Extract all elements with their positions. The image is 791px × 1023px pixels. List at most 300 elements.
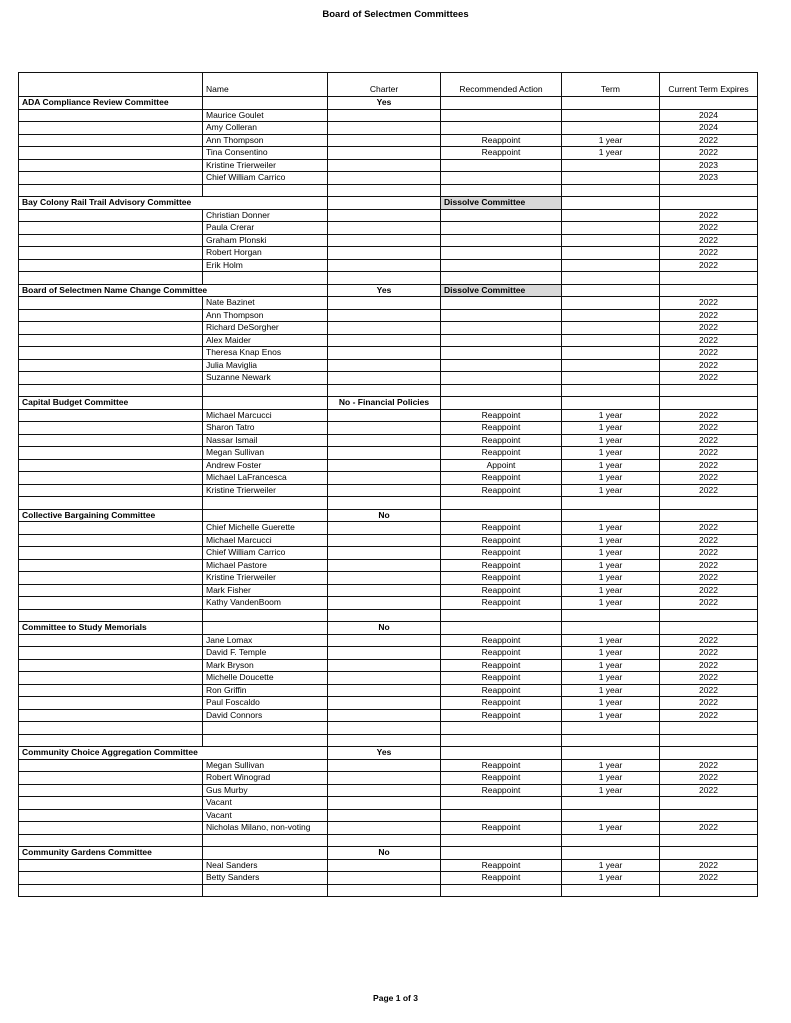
- term-cell: 1 year: [562, 772, 660, 785]
- blank-row: [19, 834, 758, 847]
- member-name-cell: Nicholas Milano, non-voting: [203, 822, 328, 835]
- member-name-cell: Nassar Ismail: [203, 434, 328, 447]
- charter-cell: [328, 822, 441, 835]
- committee-header-row: [19, 847, 758, 860]
- blank-cell: [19, 734, 203, 747]
- member-row: [19, 422, 758, 435]
- member-row: [19, 447, 758, 460]
- expires-cell: 2022: [660, 597, 758, 610]
- member-row: [19, 522, 758, 535]
- committee-name-cell: Community Gardens Committee: [19, 847, 203, 860]
- expires-cell: 2022: [660, 134, 758, 147]
- action-cell: Reappoint: [441, 584, 562, 597]
- row-indent-cell: [19, 209, 203, 222]
- expires-cell: 2022: [660, 322, 758, 335]
- recommended-action-cell: [441, 397, 562, 410]
- term-cell: [562, 97, 660, 110]
- blank-cell: [19, 184, 203, 197]
- action-cell: Reappoint: [441, 534, 562, 547]
- expires-cell: 2022: [660, 872, 758, 885]
- term-cell: [562, 122, 660, 135]
- blank-row: [19, 184, 758, 197]
- expires-cell: 2022: [660, 447, 758, 460]
- term-cell: 1 year: [562, 634, 660, 647]
- member-row: [19, 584, 758, 597]
- member-name-cell: Kristine Trierweiler: [203, 484, 328, 497]
- member-name-cell: Kathy VandenBoom: [203, 597, 328, 610]
- row-indent-cell: [19, 584, 203, 597]
- expires-cell: 2022: [660, 222, 758, 235]
- term-cell: [562, 309, 660, 322]
- action-cell: Reappoint: [441, 559, 562, 572]
- charter-cell: [328, 172, 441, 185]
- expires-cell: 2022: [660, 522, 758, 535]
- action-cell: [441, 159, 562, 172]
- charter-cell: No - Financial Policies: [328, 397, 441, 410]
- action-cell: [441, 322, 562, 335]
- charter-cell: [328, 259, 441, 272]
- row-indent-cell: [19, 597, 203, 610]
- member-row: [19, 784, 758, 797]
- header-current-term-expires: Current Term Expires: [660, 73, 758, 97]
- member-row: [19, 172, 758, 185]
- member-name-cell: Neal Sanders: [203, 859, 328, 872]
- term-cell: 1 year: [562, 422, 660, 435]
- expires-cell: 2022: [660, 759, 758, 772]
- term-cell: [562, 109, 660, 122]
- action-cell: Reappoint: [441, 422, 562, 435]
- row-indent-cell: [19, 147, 203, 160]
- expires-cell: 2022: [660, 147, 758, 160]
- blank-cell: [203, 722, 328, 735]
- expires-cell: 2022: [660, 634, 758, 647]
- member-row: [19, 159, 758, 172]
- charter-cell: [328, 234, 441, 247]
- expires-cell: [660, 197, 758, 210]
- action-cell: Reappoint: [441, 522, 562, 535]
- header-row: [19, 73, 758, 97]
- member-name-cell: Ann Thompson: [203, 309, 328, 322]
- committee-header-row: [19, 97, 758, 110]
- row-indent-cell: [19, 709, 203, 722]
- term-cell: 1 year: [562, 534, 660, 547]
- recommended-action-cell: Dissolve Committee: [441, 284, 562, 297]
- expires-cell: 2022: [660, 359, 758, 372]
- action-cell: Reappoint: [441, 709, 562, 722]
- recommended-action-cell: [441, 622, 562, 635]
- term-cell: 1 year: [562, 572, 660, 585]
- action-cell: [441, 359, 562, 372]
- committee-name-spacer-cell: [203, 847, 328, 860]
- member-row: [19, 209, 758, 222]
- member-row: [19, 297, 758, 310]
- action-cell: Reappoint: [441, 434, 562, 447]
- blank-cell: [328, 734, 441, 747]
- charter-cell: Yes: [328, 747, 441, 760]
- charter-cell: [328, 522, 441, 535]
- expires-cell: 2022: [660, 347, 758, 360]
- blank-cell: [562, 497, 660, 510]
- expires-cell: 2022: [660, 547, 758, 560]
- blank-cell: [660, 384, 758, 397]
- charter-cell: No: [328, 509, 441, 522]
- expires-cell: 2022: [660, 647, 758, 660]
- charter-cell: [328, 872, 441, 885]
- charter-cell: Yes: [328, 284, 441, 297]
- committee-name-cell: Capital Budget Committee: [19, 397, 203, 410]
- row-indent-cell: [19, 247, 203, 260]
- row-indent-cell: [19, 234, 203, 247]
- expires-cell: [660, 284, 758, 297]
- blank-cell: [562, 609, 660, 622]
- member-row: [19, 872, 758, 885]
- member-name-cell: Suzanne Newark: [203, 372, 328, 385]
- recommended-action-cell: [441, 847, 562, 860]
- expires-cell: 2022: [660, 372, 758, 385]
- charter-cell: [328, 334, 441, 347]
- blank-cell: [19, 609, 203, 622]
- action-cell: [441, 234, 562, 247]
- term-cell: 1 year: [562, 672, 660, 685]
- recommended-action-cell: [441, 97, 562, 110]
- blank-cell: [562, 272, 660, 285]
- blank-cell: [328, 884, 441, 897]
- member-row: [19, 809, 758, 822]
- member-name-cell: Maurice Goulet: [203, 109, 328, 122]
- action-cell: Reappoint: [441, 472, 562, 485]
- row-indent-cell: [19, 459, 203, 472]
- member-row: [19, 697, 758, 710]
- recommended-action-cell: [441, 509, 562, 522]
- table-header: [19, 73, 758, 97]
- expires-cell: 2022: [660, 534, 758, 547]
- row-indent-cell: [19, 784, 203, 797]
- blank-cell: [562, 184, 660, 197]
- committee-header-row: [19, 284, 758, 297]
- action-cell: Reappoint: [441, 147, 562, 160]
- blank-row: [19, 884, 758, 897]
- term-cell: 1 year: [562, 584, 660, 597]
- charter-cell: No: [328, 622, 441, 635]
- term-cell: [562, 209, 660, 222]
- row-indent-cell: [19, 472, 203, 485]
- charter-cell: [328, 472, 441, 485]
- member-name-cell: Erik Holm: [203, 259, 328, 272]
- blank-cell: [562, 834, 660, 847]
- action-cell: Reappoint: [441, 647, 562, 660]
- blank-row: [19, 609, 758, 622]
- term-cell: [562, 347, 660, 360]
- member-row: [19, 859, 758, 872]
- action-cell: [441, 247, 562, 260]
- expires-cell: 2022: [660, 484, 758, 497]
- blank-row: [19, 497, 758, 510]
- action-cell: Reappoint: [441, 672, 562, 685]
- member-row: [19, 122, 758, 135]
- committee-name-spacer-cell: [203, 509, 328, 522]
- expires-cell: 2022: [660, 234, 758, 247]
- row-indent-cell: [19, 172, 203, 185]
- member-row: [19, 709, 758, 722]
- blank-cell: [441, 184, 562, 197]
- member-row: [19, 559, 758, 572]
- action-cell: Reappoint: [441, 547, 562, 560]
- charter-cell: [328, 784, 441, 797]
- action-cell: [441, 809, 562, 822]
- charter-cell: [328, 347, 441, 360]
- charter-cell: [328, 434, 441, 447]
- charter-cell: [328, 372, 441, 385]
- expires-cell: 2022: [660, 334, 758, 347]
- term-cell: [562, 372, 660, 385]
- member-row: [19, 322, 758, 335]
- row-indent-cell: [19, 159, 203, 172]
- charter-cell: [328, 634, 441, 647]
- charter-cell: [328, 584, 441, 597]
- page-number: Page 1 of 3: [373, 993, 418, 1003]
- member-name-cell: Amy Colleran: [203, 122, 328, 135]
- member-row: [19, 759, 758, 772]
- member-row: [19, 472, 758, 485]
- expires-cell: 2022: [660, 684, 758, 697]
- action-cell: Reappoint: [441, 684, 562, 697]
- charter-cell: [328, 672, 441, 685]
- row-indent-cell: [19, 359, 203, 372]
- blank-cell: [328, 609, 441, 622]
- committee-name-cell: Bay Colony Rail Trail Advisory Committee: [19, 197, 328, 210]
- row-indent-cell: [19, 484, 203, 497]
- expires-cell: 2022: [660, 209, 758, 222]
- committee-name-cell: Community Choice Aggregation Committee: [19, 747, 328, 760]
- blank-row: [19, 272, 758, 285]
- member-name-cell: Nate Bazinet: [203, 297, 328, 310]
- member-name-cell: Ron Griffin: [203, 684, 328, 697]
- row-indent-cell: [19, 809, 203, 822]
- row-indent-cell: [19, 697, 203, 710]
- term-cell: [562, 322, 660, 335]
- committee-table-body: [19, 97, 758, 897]
- member-name-cell: Jane Lomax: [203, 634, 328, 647]
- blank-cell: [441, 734, 562, 747]
- blank-cell: [660, 272, 758, 285]
- action-cell: Reappoint: [441, 409, 562, 422]
- expires-cell: [660, 797, 758, 810]
- term-cell: 1 year: [562, 697, 660, 710]
- expires-cell: 2022: [660, 259, 758, 272]
- blank-cell: [328, 272, 441, 285]
- action-cell: [441, 172, 562, 185]
- member-name-cell: David Connors: [203, 709, 328, 722]
- member-name-cell: Robert Winograd: [203, 772, 328, 785]
- expires-cell: [660, 622, 758, 635]
- member-name-cell: Graham Plonski: [203, 234, 328, 247]
- charter-cell: [328, 147, 441, 160]
- row-indent-cell: [19, 334, 203, 347]
- term-cell: [562, 197, 660, 210]
- member-row: [19, 372, 758, 385]
- row-indent-cell: [19, 822, 203, 835]
- row-indent-cell: [19, 772, 203, 785]
- term-cell: [562, 172, 660, 185]
- member-name-cell: Michael Marcucci: [203, 409, 328, 422]
- committee-name-spacer-cell: [203, 97, 328, 110]
- member-name-cell: Michael Pastore: [203, 559, 328, 572]
- committees-table: [18, 72, 758, 897]
- blank-row: [19, 734, 758, 747]
- blank-cell: [562, 384, 660, 397]
- charter-cell: [328, 709, 441, 722]
- charter-cell: [328, 122, 441, 135]
- member-row: [19, 647, 758, 660]
- member-row: [19, 409, 758, 422]
- charter-cell: [328, 409, 441, 422]
- member-row: [19, 659, 758, 672]
- committee-header-row: [19, 509, 758, 522]
- row-indent-cell: [19, 859, 203, 872]
- member-row: [19, 334, 758, 347]
- action-cell: Reappoint: [441, 772, 562, 785]
- term-cell: [562, 509, 660, 522]
- charter-cell: [328, 659, 441, 672]
- action-cell: [441, 259, 562, 272]
- blank-cell: [19, 834, 203, 847]
- expires-cell: 2022: [660, 772, 758, 785]
- term-cell: [562, 747, 660, 760]
- blank-cell: [203, 384, 328, 397]
- action-cell: Reappoint: [441, 572, 562, 585]
- header-term: Term: [562, 73, 660, 97]
- committee-name-cell: Collective Bargaining Committee: [19, 509, 203, 522]
- blank-cell: [441, 722, 562, 735]
- term-cell: [562, 297, 660, 310]
- action-cell: Reappoint: [441, 447, 562, 460]
- action-cell: Reappoint: [441, 822, 562, 835]
- row-indent-cell: [19, 109, 203, 122]
- blank-cell: [660, 609, 758, 622]
- expires-cell: 2022: [660, 247, 758, 260]
- action-cell: [441, 309, 562, 322]
- member-row: [19, 534, 758, 547]
- charter-cell: [328, 209, 441, 222]
- row-indent-cell: [19, 672, 203, 685]
- row-indent-cell: [19, 309, 203, 322]
- term-cell: 1 year: [562, 447, 660, 460]
- action-cell: [441, 372, 562, 385]
- member-name-cell: Richard DeSorgher: [203, 322, 328, 335]
- member-row: [19, 134, 758, 147]
- row-indent-cell: [19, 134, 203, 147]
- term-cell: 1 year: [562, 659, 660, 672]
- row-indent-cell: [19, 409, 203, 422]
- action-cell: Reappoint: [441, 134, 562, 147]
- blank-cell: [441, 609, 562, 622]
- row-indent-cell: [19, 759, 203, 772]
- charter-cell: [328, 222, 441, 235]
- committee-name-cell: Committee to Study Memorials: [19, 622, 203, 635]
- member-row: [19, 147, 758, 160]
- term-cell: [562, 234, 660, 247]
- action-cell: [441, 122, 562, 135]
- committee-header-row: [19, 622, 758, 635]
- charter-cell: [328, 809, 441, 822]
- blank-row: [19, 384, 758, 397]
- recommended-action-cell: [441, 747, 562, 760]
- row-indent-cell: [19, 659, 203, 672]
- term-cell: 1 year: [562, 134, 660, 147]
- blank-cell: [203, 884, 328, 897]
- committee-header-row: [19, 747, 758, 760]
- blank-cell: [660, 184, 758, 197]
- blank-cell: [441, 884, 562, 897]
- action-cell: [441, 209, 562, 222]
- blank-cell: [203, 834, 328, 847]
- blank-cell: [328, 834, 441, 847]
- member-row: [19, 772, 758, 785]
- member-name-cell: Andrew Foster: [203, 459, 328, 472]
- expires-cell: [660, 747, 758, 760]
- expires-cell: 2024: [660, 122, 758, 135]
- expires-cell: 2022: [660, 859, 758, 872]
- committee-name-cell: ADA Compliance Review Committee: [19, 97, 203, 110]
- charter-cell: [328, 597, 441, 610]
- expires-cell: 2022: [660, 459, 758, 472]
- term-cell: 1 year: [562, 459, 660, 472]
- blank-cell: [203, 734, 328, 747]
- row-indent-cell: [19, 797, 203, 810]
- header-recommended-action: Recommended Action: [441, 73, 562, 97]
- term-cell: [562, 622, 660, 635]
- charter-cell: [328, 559, 441, 572]
- row-indent-cell: [19, 434, 203, 447]
- blank-cell: [328, 722, 441, 735]
- charter-cell: [328, 684, 441, 697]
- expires-cell: 2022: [660, 409, 758, 422]
- header-name: Name: [203, 73, 328, 97]
- member-row: [19, 359, 758, 372]
- expires-cell: 2022: [660, 309, 758, 322]
- charter-cell: [328, 422, 441, 435]
- member-name-cell: Chief William Carrico: [203, 172, 328, 185]
- term-cell: 1 year: [562, 647, 660, 660]
- expires-cell: 2022: [660, 709, 758, 722]
- member-name-cell: Michael LaFrancesca: [203, 472, 328, 485]
- charter-cell: [328, 859, 441, 872]
- row-indent-cell: [19, 522, 203, 535]
- term-cell: 1 year: [562, 472, 660, 485]
- blank-cell: [441, 384, 562, 397]
- member-name-cell: Chief Michelle Guerette: [203, 522, 328, 535]
- member-name-cell: Betty Sanders: [203, 872, 328, 885]
- blank-cell: [562, 722, 660, 735]
- blank-cell: [328, 497, 441, 510]
- blank-cell: [203, 184, 328, 197]
- action-cell: Reappoint: [441, 659, 562, 672]
- member-row: [19, 234, 758, 247]
- charter-cell: [328, 134, 441, 147]
- charter-cell: [328, 109, 441, 122]
- member-row: [19, 597, 758, 610]
- charter-cell: Yes: [328, 97, 441, 110]
- row-indent-cell: [19, 447, 203, 460]
- member-name-cell: Sharon Tatro: [203, 422, 328, 435]
- blank-cell: [19, 497, 203, 510]
- row-indent-cell: [19, 222, 203, 235]
- member-name-cell: Paula Crerar: [203, 222, 328, 235]
- blank-cell: [328, 384, 441, 397]
- committee-name-cell: Board of Selectmen Name Change Committee: [19, 284, 328, 297]
- charter-cell: [328, 697, 441, 710]
- expires-cell: [660, 809, 758, 822]
